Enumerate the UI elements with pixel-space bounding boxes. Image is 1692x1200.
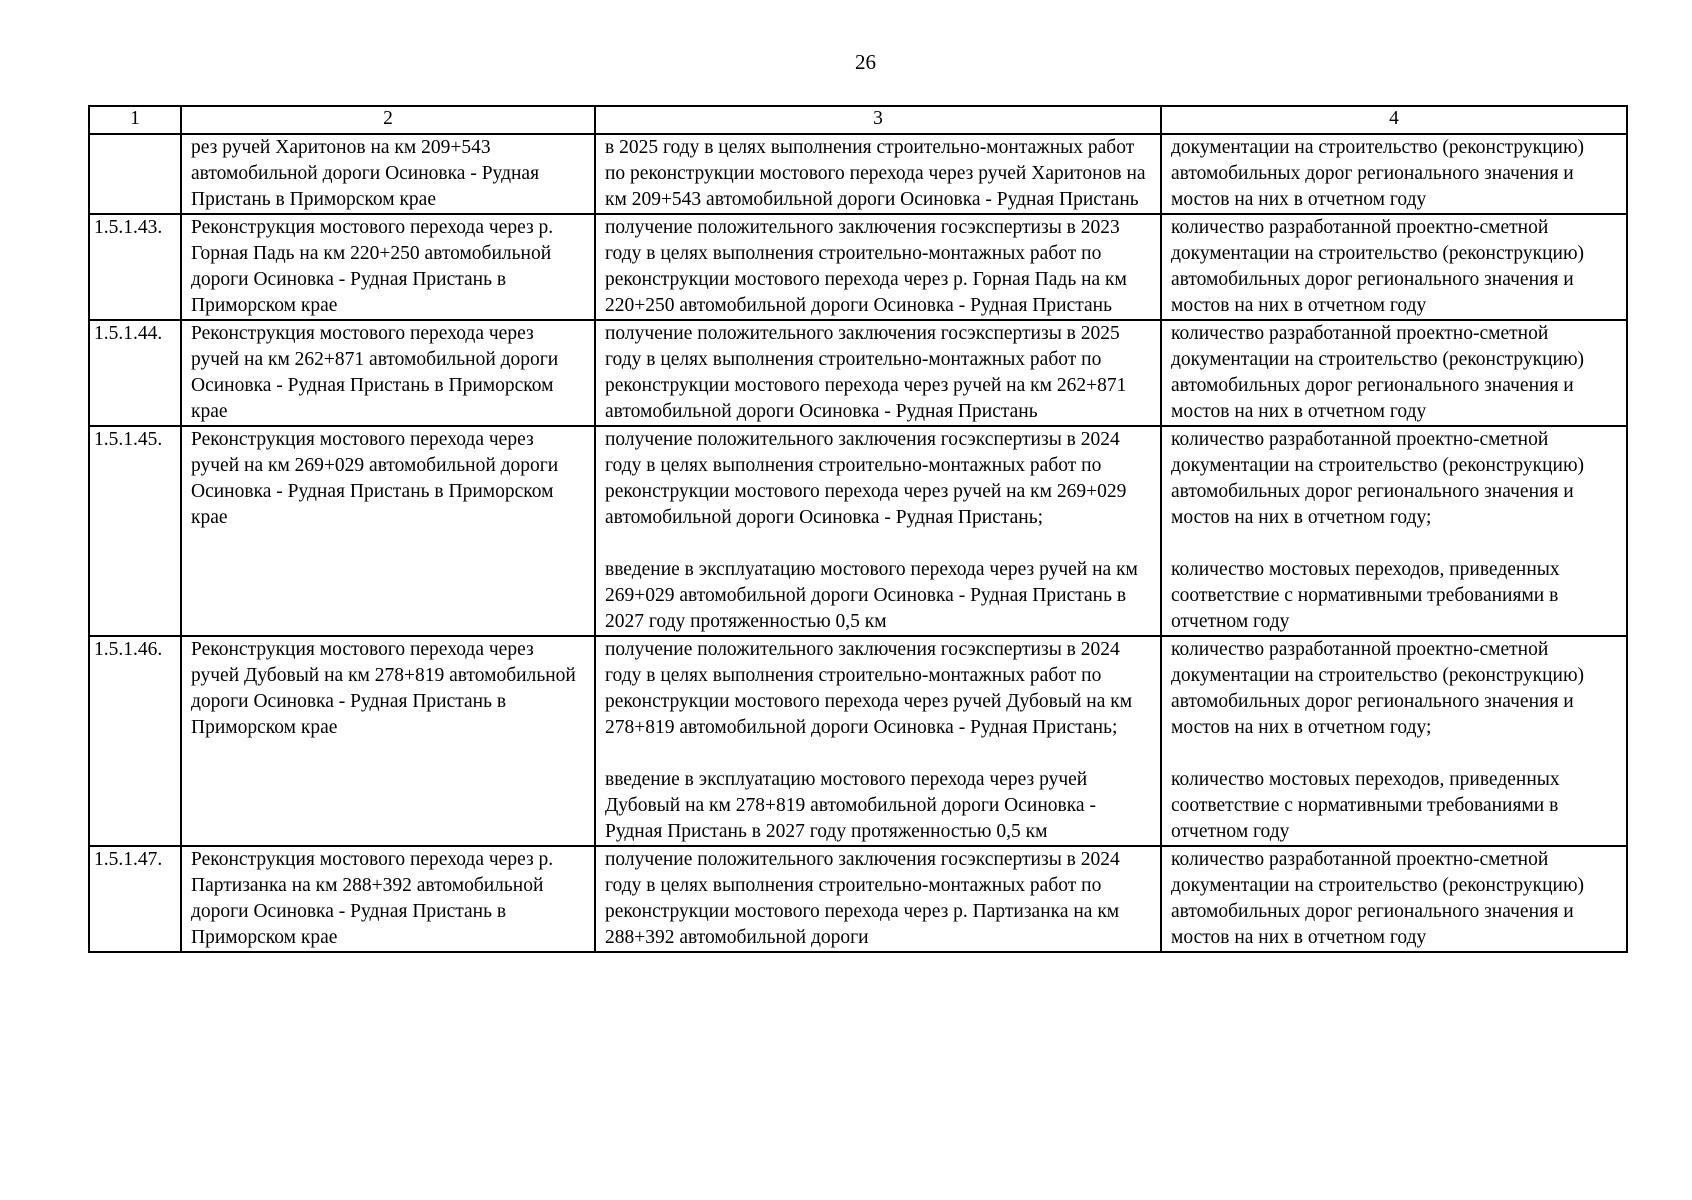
- expected-result: введение в эксплуатацию мостового перехода через ручей на км 269+029 автомобильной дороги Осиновка - Рудная Пристань в 2027 году протяженностью 0,5 км: [605, 559, 1138, 632]
- expected-results-cell: [595, 320, 1161, 426]
- column-header: 4: [1161, 106, 1627, 134]
- indicator: количество разработанной проектно-сметной документации на строительство (реконструкцию) автомобильных дорог регионального значения и мостов на них в отчетном году: [1171, 849, 1585, 948]
- indicators-cell: [1161, 320, 1627, 426]
- measure-name: Реконструкция мостового перехода через ручей на км 269+029 автомобильной дороги Осиновка - Рудная Пристань в Приморском крае: [181, 426, 595, 636]
- page-number: 26: [855, 50, 876, 74]
- row-number: 1.5.1.46.: [89, 636, 181, 846]
- expected-results-cell: [595, 214, 1161, 320]
- expected-result: в 2025 году в целях выполнения строительно-монтажных работ по реконструкции мостового перехода через ручей Харитонов на км 209+543 автомобильной дороги Осиновка - Рудная Пристань: [605, 137, 1146, 210]
- table-header-row: [89, 106, 1627, 134]
- expected-results-cell: [595, 636, 1161, 846]
- expected-result: получение положительного заключения госэкспертизы в 2025 году в целях выполнения строительно-монтажных работ по реконструкции мостового перехода через ручей на км 262+871 автомобильной дороги Осиновка - Рудная Пристань: [605, 323, 1127, 422]
- indicator: количество мостовых переходов, приведенных соответствие с нормативными требованиями в отчетном году: [1171, 559, 1560, 632]
- table-row: [89, 320, 1627, 426]
- indicator: количество разработанной проектно-сметной документации на строительство (реконструкцию) автомобильных дорог регионального значения и мостов на них в отчетном году: [1171, 217, 1585, 316]
- measure-name: Реконструкция мостового перехода через р. Горная Падь на км 220+250 автомобильной дороги Осиновка - Рудная Пристань в Приморском крае: [181, 214, 595, 320]
- expected-results-cell: [595, 426, 1161, 636]
- measure-name: рез ручей Харитонов на км 209+543 автомобильной дороги Осиновка - Рудная Пристань в Приморском крае: [181, 134, 595, 214]
- column-header: 1: [89, 106, 181, 134]
- indicator: документации на строительство (реконструкцию) автомобильных дорог регионального значения и мостов на них в отчетном году: [1171, 137, 1585, 210]
- table-row: [89, 846, 1627, 952]
- row-number: 1.5.1.45.: [89, 426, 181, 636]
- expected-result: введение в эксплуатацию мостового перехода через ручей Дубовый на км 278+819 автомобильной дороги Осиновка - Рудная Пристань в 2027 году протяженностью 0,5 км: [605, 769, 1096, 842]
- measure-name: Реконструкция мостового перехода через ручей Дубовый на км 278+819 автомобильной дороги Осиновка - Рудная Пристань в Приморском крае: [181, 636, 595, 846]
- expected-result: получение положительного заключения госэкспертизы в 2023 году в целях выполнения строительно-монтажных работ по реконструкции мостового перехода через р. Горная Падь на км 220+250 автомобильной дороги Осиновка - Рудная Пристань: [605, 217, 1127, 316]
- indicators-cell: [1161, 134, 1627, 214]
- indicator: количество разработанной проектно-сметной документации на строительство (реконструкцию) автомобильных дорог регионального значения и мостов на них в отчетном году: [1171, 323, 1585, 422]
- expected-result: получение положительного заключения госэкспертизы в 2024 году в целях выполнения строительно-монтажных работ по реконструкции мостового перехода через р. Партизанка на км 288+392 автомобильной дороги: [605, 849, 1120, 948]
- indicator: количество мостовых переходов, приведенных соответствие с нормативными требованиями в отчетном году: [1171, 769, 1560, 842]
- measure-name: Реконструкция мостового перехода через ручей на км 262+871 автомобильной дороги Осиновка - Рудная Пристань в Приморском крае: [181, 320, 595, 426]
- indicators-cell: [1161, 846, 1627, 952]
- row-number: 1.5.1.43.: [89, 214, 181, 320]
- indicators-cell: [1161, 214, 1627, 320]
- table-row: [89, 134, 1627, 214]
- row-number: 1.5.1.44.: [89, 320, 181, 426]
- measures-table: [88, 105, 1628, 953]
- column-header: 3: [595, 106, 1161, 134]
- indicator: количество разработанной проектно-сметной документации на строительство (реконструкцию) автомобильных дорог регионального значения и мостов на них в отчетном году;: [1171, 429, 1585, 528]
- table-row: [89, 426, 1627, 636]
- table-row: [89, 214, 1627, 320]
- indicators-cell: [1161, 426, 1627, 636]
- expected-result: получение положительного заключения госэкспертизы в 2024 году в целях выполнения строительно-монтажных работ по реконструкции мостового перехода через ручей на км 269+029 автомобильной дороги Осиновка - Рудная Пристань;: [605, 429, 1127, 528]
- indicator: количество разработанной проектно-сметной документации на строительство (реконструкцию) автомобильных дорог регионального значения и мостов на них в отчетном году;: [1171, 639, 1585, 738]
- indicators-cell: [1161, 636, 1627, 846]
- table-row: [89, 636, 1627, 846]
- measure-name: Реконструкция мостового перехода через р. Партизанка на км 288+392 автомобильной дороги Осиновка - Рудная Пристань в Приморском крае: [181, 846, 595, 952]
- row-number: [89, 134, 181, 214]
- expected-results-cell: [595, 134, 1161, 214]
- column-header: 2: [181, 106, 595, 134]
- expected-result: получение положительного заключения госэкспертизы в 2024 году в целях выполнения строительно-монтажных работ по реконструкции мостового перехода через ручей Дубовый на км 278+819 автомобильной дороги Осиновка - Рудная Пристань;: [605, 639, 1133, 738]
- expected-results-cell: [595, 846, 1161, 952]
- row-number: 1.5.1.47.: [89, 846, 181, 952]
